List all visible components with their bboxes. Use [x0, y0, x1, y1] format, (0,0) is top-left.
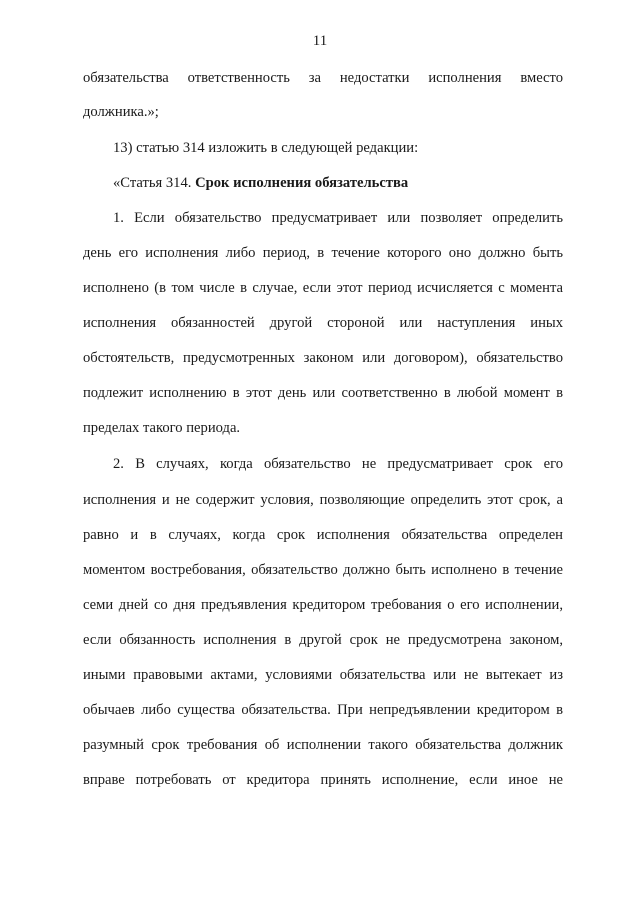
paragraph-2-line-4: моментом востребования, обязательство должно быть исполнено в течение	[83, 562, 563, 578]
text-line-1: обязательства ответственность за недостатки исполнения вместо	[83, 70, 563, 86]
paragraph-1-line-5: обстоятельств, предусмотренных законом или договором), обязательство	[83, 350, 563, 366]
paragraph-2-line-9: разумный срок требования об исполнении такого обязательства должник	[83, 737, 563, 753]
paragraph-2-line-1: 2. В случаях, когда обязательство не предусматривает срок его	[113, 456, 563, 472]
paragraph-2-line-5: семи дней со дня предъявления кредитором требования о его исполнении,	[83, 597, 563, 613]
paragraph-2-line-6: если обязанность исполнения в другой срок не предусмотрена законом,	[83, 632, 563, 648]
paragraph-1-line-3: исполнено (в том числе в случае, если этот период исчисляется с момента	[83, 280, 563, 296]
paragraph-1-line-7: пределах такого периода.	[83, 420, 241, 436]
paragraph-2-line-7: иными правовыми актами, условиями обязательства или не вытекает из	[83, 667, 563, 683]
paragraph-2-line-3: равно и в случаях, когда срок исполнения обязательства определен	[83, 527, 563, 543]
article-heading	[113, 174, 563, 192]
paragraph-1-line-6: подлежит исполнению в этот день или соответственно в любой момент в	[83, 385, 563, 401]
paragraph-1-line-4: исполнения обязанностей другой стороной или наступления иных	[83, 315, 563, 331]
paragraph-2-line-10: вправе потребовать от кредитора принять исполнение, если иное не	[83, 772, 563, 788]
paragraph-1-line-1: 1. Если обязательство предусматривает или позволяет определить	[113, 210, 563, 226]
article-heading-prefix: «Статья 314.	[113, 175, 196, 191]
paragraph-2-line-8: обычаев либо существа обязательства. При непредъявлении кредитором в	[83, 702, 563, 718]
article-heading-title: Срок исполнения обязательства	[195, 175, 409, 191]
paragraph-2-line-2: исполнения и не содержит условия, позволяющие определить этот срок, а	[83, 492, 563, 508]
text-line-2: должника.»;	[83, 104, 159, 120]
page-number: 11	[312, 33, 328, 49]
paragraph-1-line-2: день его исполнения либо период, в течение которого оно должно быть	[83, 245, 563, 261]
amendment-item-13: 13) статью 314 изложить в следующей редакции:	[113, 140, 419, 156]
